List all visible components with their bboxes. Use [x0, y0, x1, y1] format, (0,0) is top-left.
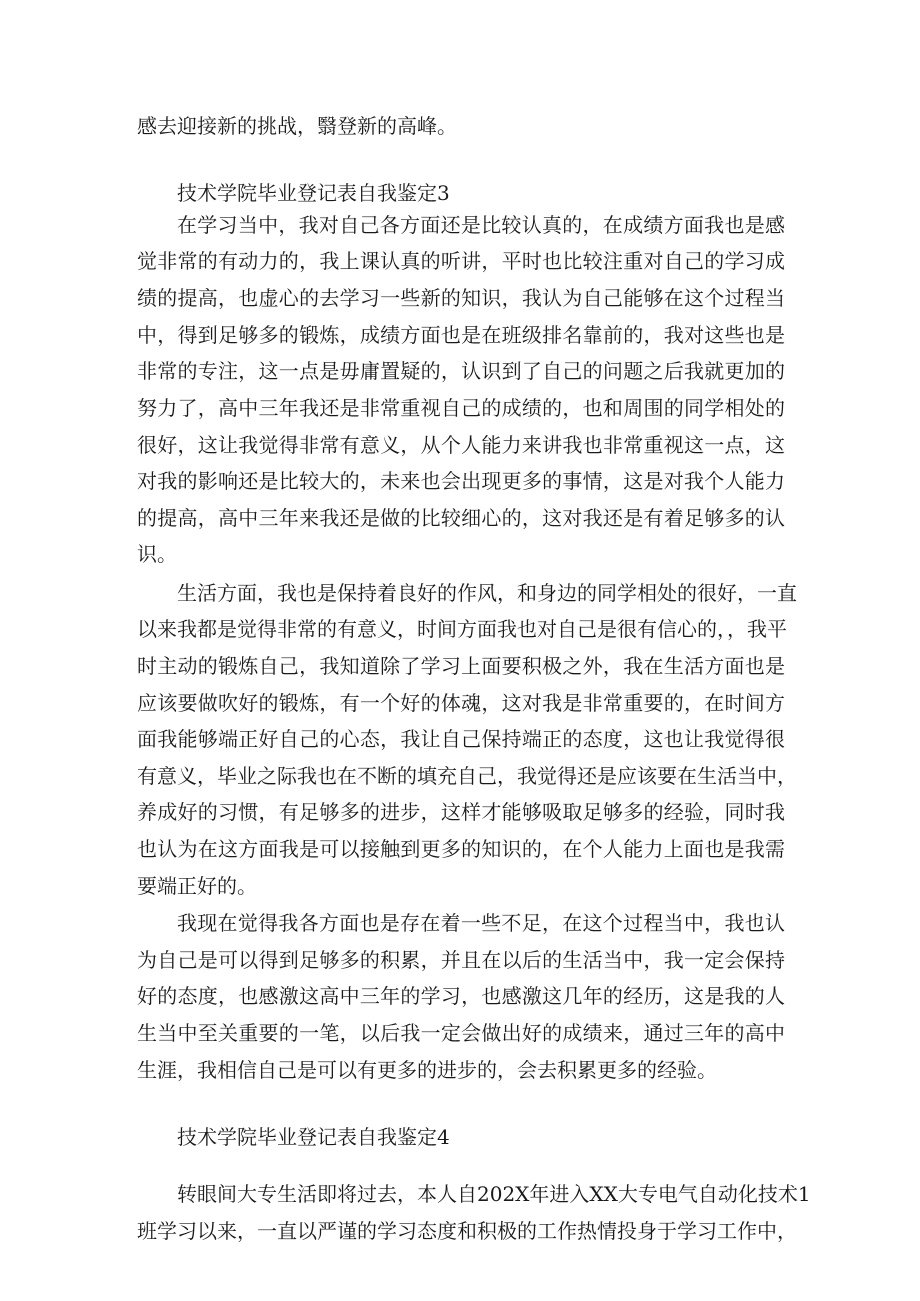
s3-p1-line-6: 努力了，高中三年我还是非常重视自己的成绩的，也和周围的同学相处的 — [137, 396, 785, 420]
section-3-heading: 技术学院毕业登记表自我鉴定3 — [177, 181, 450, 205]
s3-p1-line-3: 绩的提高，也虚心的去学习一些新的知识，我认为自己能够在这个过程当 — [137, 286, 785, 310]
s3-p3-line-1: 我现在觉得我各方面也是存在着一些不足，在这个过程当中，我也认 — [177, 911, 785, 935]
s3-p1-line-5: 非常的专注，这一点是毋庸置疑的，认识到了自己的问题之后我就更加的 — [137, 359, 785, 383]
s3-p1-line-4: 中，得到足够多的锻炼，成绩方面也是在班级排名靠前的，我对这些也是 — [137, 323, 785, 347]
s3-p3-line-3: 好的态度，也感激这高中三年的学习，也感激这几年的经历，这是我的人 — [137, 984, 785, 1008]
s3-p1-line-1: 在学习当中，我对自己各方面还是比较认真的，在成绩方面我也是感 — [177, 213, 785, 237]
s3-p1-line-8: 对我的影响还是比较大的，未来也会出现更多的事情，这是对我个人能力 — [137, 469, 785, 493]
intro-tail-line: 感去迎接新的挑战，翳登新的高峰。 — [137, 114, 457, 138]
s3-p1-line-7: 很好，这让我觉得非常有意义，从个人能力来讲我也非常重视这一点，这 — [137, 433, 785, 457]
s3-p2-line-3: 时主动的锻炼自己，我知道除了学习上面要积极之外，我在生活方面也是 — [137, 654, 785, 678]
s3-p2-line-2: 以来我都是觉得非常的有意义，时间方面我也对自己是很有信心的，，我平 — [137, 617, 787, 641]
s3-p2-line-7: 养成好的习惯，有足够多的进步，这样才能够吸取足够多的经验，同时我 — [137, 800, 785, 824]
s3-p3-line-2: 为自己是可以得到足够多的积累，并且在以后的生活当中，我一定会保持 — [137, 948, 785, 972]
s3-p1-line-9: 的提高，高中三年来我还是做的比较细心的，这对我还是有着足够多的认 — [137, 506, 785, 530]
s3-p2-line-5: 面我能够端正好自己的心态，我让自己保持端正的态度，这也让我觉得很 — [137, 727, 785, 751]
s3-p3-line-5: 生涯，我相信自己是可以有更多的进步的，会去积累更多的经验。 — [137, 1058, 717, 1082]
s3-p2-line-4: 应该要做吹好的锻炼，有一个好的体魂，这对我是非常重要的，在时间方 — [137, 691, 785, 715]
s3-p2-line-9: 要端正好的。 — [137, 874, 257, 898]
s3-p2-line-1: 生活方面，我也是保持着良好的作风，和身边的同学相处的很好，一直 — [177, 581, 797, 605]
s4-p1-line-1: 转眼间大专生活即将过去，本人自202X年进入XX大专电气自动化技术1 — [177, 1182, 811, 1206]
section-4-heading: 技术学院毕业登记表自我鉴定4 — [177, 1125, 450, 1149]
s3-p2-line-8: 也认为在这方面我是可以接触到更多的知识的，在个人能力上面也是我需 — [137, 837, 785, 861]
s4-p1-line-2: 班学习以来，一直以严谨的学习态度和积极的工作热情投身于学习工作中， — [137, 1219, 797, 1243]
s3-p2-line-6: 有意义，毕业之际我也在不断的填充自己，我觉得还是应该要在生活当中， — [137, 764, 797, 788]
s3-p1-line-2: 觉非常的有动力的，我上课认真的听讲，平时也比较注重对自己的学习成 — [137, 249, 785, 273]
s3-p1-line-10: 识。 — [137, 542, 177, 566]
s3-p3-line-4: 生当中至关重要的一笔，以后我一定会做出好的成绩来，通过三年的高中 — [137, 1021, 785, 1045]
